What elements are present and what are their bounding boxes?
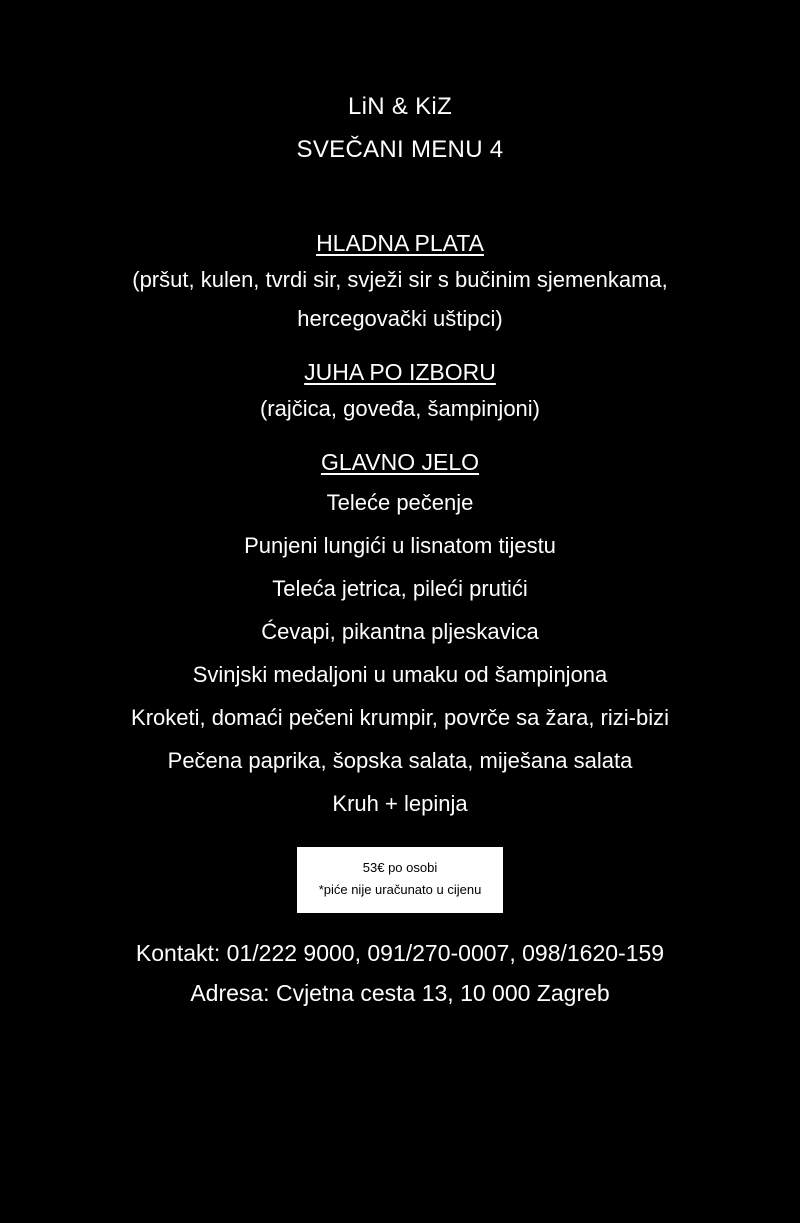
address-line: Adresa: Cvjetna cesta 13, 10 000 Zagreb — [190, 980, 610, 1006]
list-item: Punjeni lungići u lisnatom tijestu — [244, 533, 556, 558]
list-item: Svinjski medaljoni u umaku od šampinjona — [192, 662, 608, 687]
list-item: Kruh + lepinja — [332, 791, 468, 816]
menu-page — [0, 92, 800, 1223]
section-heading-glavno-jelo: GLAVNO JELO — [320, 449, 480, 475]
section-juha-po-izboru — [0, 358, 800, 426]
list-item: Teleća jetrica, pileći prutići — [272, 576, 528, 601]
list-item: Teleće pečenje — [326, 490, 474, 515]
price-value: 53€ po osobi — [362, 860, 438, 875]
section-glavno-jelo — [0, 448, 800, 825]
price-note: *piće nije uračunato u cijenu — [318, 882, 482, 897]
contact-line: Kontakt: 01/222 9000, 091/270-0007, 098/1620-159 — [135, 940, 665, 966]
section-subtitle-juha-po-izboru: (rajčica, goveđa, šampinjoni) — [259, 396, 541, 421]
page-title: SVEČANI MENU 4 — [296, 136, 504, 163]
section-subtitle-hladna-plata-line-2: hercegovački uštipci) — [297, 306, 503, 331]
price-box — [297, 847, 503, 913]
section-subtitle-hladna-plata-line-1: (pršut, kulen, tvrdi sir, svježi sir s bučinim sjemenkama, — [132, 267, 668, 292]
brand-title: LiN & KiZ — [347, 93, 453, 120]
section-heading-hladna-plata: HLADNA PLATA — [316, 230, 484, 256]
section-heading-juha-po-izboru: JUHA PO IZBORU — [304, 359, 496, 385]
list-item: Ćevapi, pikantna pljeskavica — [261, 619, 539, 644]
dish-list — [0, 481, 800, 825]
section-hladna-plata — [0, 229, 800, 336]
list-item: Kroketi, domaći pečeni krumpir, povrče sa žara, rizi-bizi — [131, 705, 669, 730]
list-item: Pečena paprika, šopska salata, miješana salata — [167, 748, 633, 773]
